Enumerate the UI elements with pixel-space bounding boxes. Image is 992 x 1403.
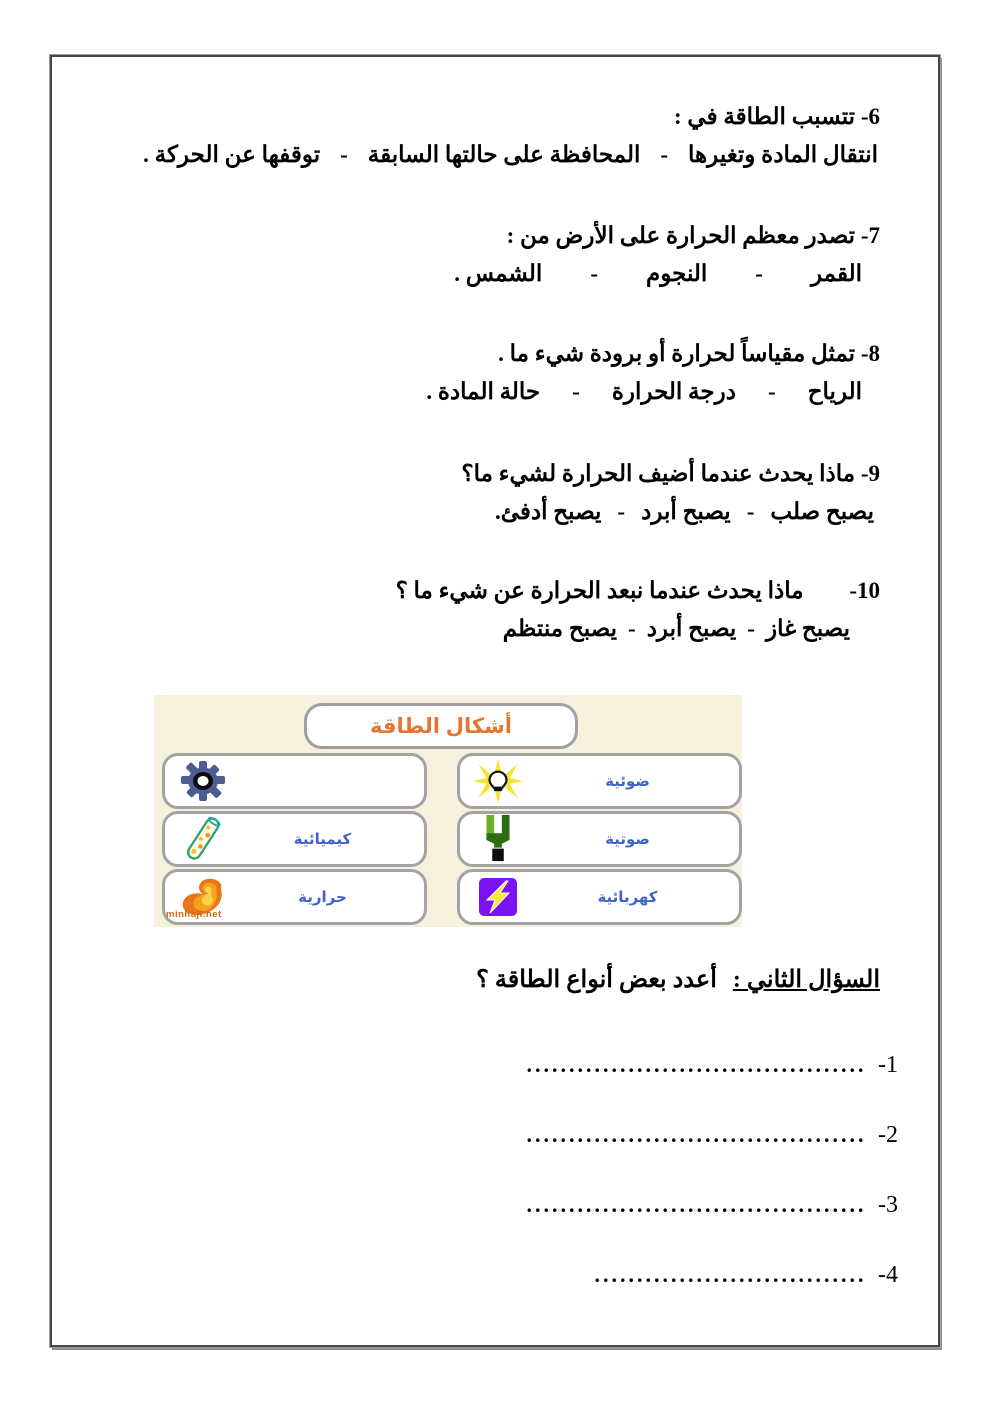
answer-dots: ........................................ xyxy=(526,1052,867,1077)
option-separator: - xyxy=(767,379,776,404)
lightning-icon xyxy=(470,877,526,917)
watermark-text: minhaji.net xyxy=(166,909,222,920)
tuning-fork-icon xyxy=(470,814,526,864)
question-7 xyxy=(72,222,880,288)
answer-option: يصبح أبرد xyxy=(646,616,737,641)
answer-line-1 xyxy=(527,1052,899,1079)
question-8-header xyxy=(72,340,880,368)
question-8-options xyxy=(72,378,880,406)
answer-number: -1 xyxy=(878,1052,898,1078)
answer-dots: ................................ xyxy=(594,1262,867,1287)
figure-item-label: ضوئية xyxy=(605,773,650,790)
figure-item-chemical xyxy=(162,811,427,867)
light-bulb-icon xyxy=(470,756,526,806)
question-10-header xyxy=(72,577,880,605)
question-10 xyxy=(72,577,880,643)
section-two-header xyxy=(476,965,880,994)
question-9-options xyxy=(72,498,880,526)
question-text: ماذا يحدث عندما نبعد الحرارة عن شيء ما ؟ xyxy=(395,578,804,603)
answer-line-2 xyxy=(527,1122,899,1149)
figure-item-mechanical xyxy=(162,753,427,809)
figure-title-box xyxy=(304,703,578,749)
answer-option: يصبح غاز xyxy=(765,616,850,641)
section-two-prompt: أعدد بعض أنواع الطاقة ؟ xyxy=(476,967,717,993)
question-7-options xyxy=(72,260,880,288)
question-text: ماذا يحدث عندما أضيف الحرارة لشيء ما؟ xyxy=(461,461,856,486)
question-text: تتسبب الطاقة في : xyxy=(674,104,856,129)
figure-item-sound xyxy=(457,811,742,867)
energy-forms-figure xyxy=(154,695,742,927)
question-number: 8- xyxy=(860,341,880,366)
option-separator: - xyxy=(340,142,348,167)
answer-line-4 xyxy=(595,1262,899,1289)
answer-option: درجة الحرارة xyxy=(611,379,736,404)
section-two-title: السؤال الثاني : xyxy=(732,967,880,993)
question-text: تصدر معظم الحرارة على الأرض من : xyxy=(506,223,856,248)
answer-dots: ........................................ xyxy=(526,1122,867,1147)
figure-item-label: حرارية xyxy=(298,889,347,906)
question-number: 9- xyxy=(860,461,880,486)
answer-option: يصبح أبرد xyxy=(641,499,731,524)
answer-option: حالة المادة . xyxy=(426,379,541,404)
question-10-options xyxy=(72,615,880,643)
question-6 xyxy=(72,103,880,169)
option-separator: - xyxy=(572,379,580,404)
question-number: 7- xyxy=(860,223,880,248)
answer-option: توقفها عن الحركة . xyxy=(143,142,321,167)
answer-option: يصبح صلب xyxy=(770,499,874,524)
answer-option: يصبح أدفئ. xyxy=(494,499,602,524)
figure-item-label: كيميائية xyxy=(293,831,352,848)
question-6-options xyxy=(72,141,880,169)
option-separator: - xyxy=(747,616,755,641)
answer-number: -4 xyxy=(878,1262,898,1288)
figure-title: أشكال الطاقة xyxy=(370,714,512,738)
question-7-header xyxy=(72,222,880,250)
question-9 xyxy=(72,460,880,526)
answer-line-3 xyxy=(527,1192,899,1219)
figure-item-electric xyxy=(457,869,742,925)
question-number: 10- xyxy=(849,578,880,603)
question-number: 6- xyxy=(860,104,880,129)
option-separator: - xyxy=(755,261,763,286)
option-separator: - xyxy=(628,616,636,641)
answer-dots: ........................................ xyxy=(526,1192,867,1217)
answer-option: انتقال المادة وتغيرها xyxy=(688,142,878,167)
answer-option: المحافظة على حالتها السابقة xyxy=(367,142,641,167)
figure-item-label: صوتية xyxy=(605,831,650,848)
test-tube-icon xyxy=(175,815,231,863)
answer-option: الرياح xyxy=(807,379,862,404)
question-6-header xyxy=(72,103,880,131)
answer-option: يصبح منتظم xyxy=(502,616,618,641)
answer-number: -3 xyxy=(878,1192,898,1218)
figure-item-light xyxy=(457,753,742,809)
figure-item-label: كهربائية xyxy=(597,889,658,906)
page-border-frame xyxy=(50,55,940,1347)
option-separator: - xyxy=(617,499,626,524)
answer-option: الشمس . xyxy=(454,261,543,286)
answer-number: -2 xyxy=(878,1122,898,1148)
question-text: تمثل مقياساً لحرارة أو برودة شيء ما . xyxy=(498,341,856,366)
question-8 xyxy=(72,340,880,406)
answer-option: النجوم xyxy=(645,261,708,286)
option-separator: - xyxy=(590,261,598,286)
question-9-header xyxy=(72,460,880,488)
gear-icon xyxy=(175,760,231,802)
answer-option: القمر xyxy=(810,261,862,286)
option-separator: - xyxy=(746,499,755,524)
option-separator: - xyxy=(660,142,669,167)
